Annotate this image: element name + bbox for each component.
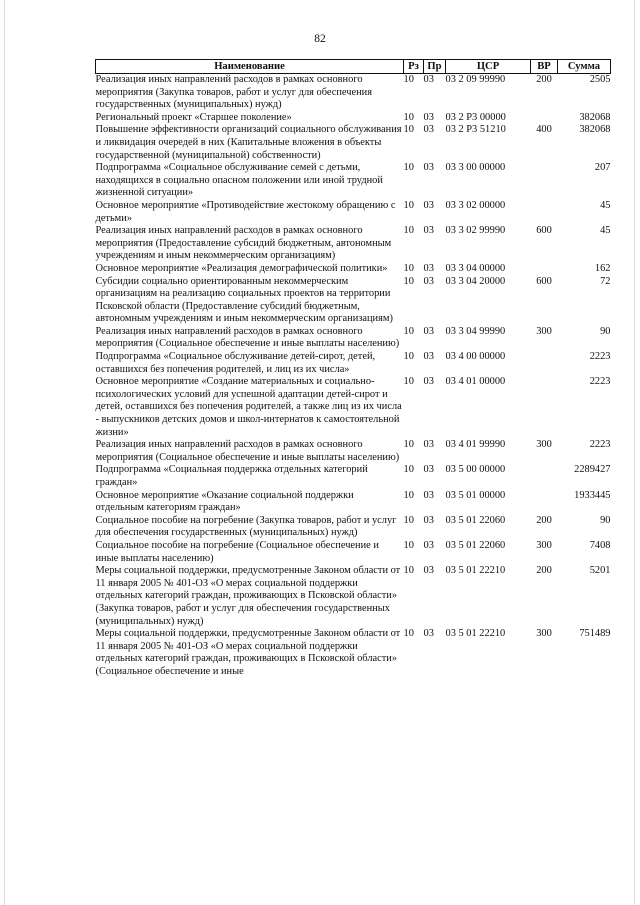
table-row — [96, 74, 611, 112]
cell-pr: 03 — [423, 351, 434, 363]
cell-vr: 200 — [536, 565, 552, 577]
cell-pr: 03 — [423, 539, 434, 551]
cell-vr: 600 — [536, 225, 552, 237]
cell-sum: 162 — [594, 262, 611, 274]
cell-name: Подпрограмма «Социальное обслуживание детей-сирот, детей, оставшихся без попечения родителей, и лиц из их числа» — [95, 351, 376, 375]
cell-csr: 03 5 01 22210 — [445, 565, 506, 577]
table-row — [96, 628, 611, 678]
cell-pr: 03 — [423, 514, 434, 526]
cell-sum: 2223 — [589, 351, 611, 363]
table-row — [96, 225, 611, 263]
table-body — [96, 74, 611, 679]
cell-csr: 03 3 02 99990 — [445, 225, 506, 237]
table-row — [96, 200, 611, 225]
cell-name: Подпрограмма «Социальное обслуживание семей с детьми, находящихся в социально опасном положении или иной трудной жизненной ситуации» — [95, 162, 383, 199]
cell-csr: 03 5 00 00000 — [445, 464, 506, 476]
cell-csr: 03 2 09 99990 — [445, 74, 506, 85]
cell-name: Меры социальной поддержки, предусмотренные Законом области от 11 января 2005 № 401-ОЗ «О мерах социальной поддержки отдельных категорий граждан, проживающих в Псковской области» (Социальное обеспечение и иные — [95, 628, 401, 677]
table-row — [96, 112, 611, 125]
cell-pr: 03 — [423, 628, 434, 640]
cell-sum: 1933445 — [574, 489, 611, 501]
cell-csr: 03 5 01 22060 — [445, 539, 506, 551]
cell-name: Социальное пособие на погребение (Закупка товаров, работ и услуг для обеспечения государственных (муниципальных) нужд) — [95, 514, 397, 539]
cell-rz: 10 — [403, 439, 414, 451]
cell-pr: 03 — [423, 199, 434, 211]
cell-vr: 300 — [536, 539, 552, 551]
cell-csr: 03 2 P3 51210 — [445, 124, 506, 136]
cell-rz: 10 — [403, 199, 414, 211]
cell-name: Меры социальной поддержки, предусмотренные Законом области от 11 января 2005 № 401-ОЗ «О мерах социальной поддержки отдельных категорий граждан, проживающих в Псковской области» (Закупка товаров, работ и услуг для обеспечения государственных (муниципальных) нужд) — [95, 565, 401, 627]
cell-name: Основное мероприятие «Оказание социальной поддержки отдельным категориям граждан» — [95, 489, 354, 514]
cell-pr: 03 — [423, 275, 434, 287]
cell-name: Реализация иных направлений расходов в рамках основного мероприятия (Предоставление субсидий бюджетным, автономным учреждениям и иным некоммерческим организациям) — [95, 225, 392, 262]
cell-vr: 300 — [536, 628, 552, 640]
cell-csr: 03 4 00 00000 — [445, 351, 506, 363]
page-number: 82 — [314, 33, 326, 45]
table-row — [96, 464, 611, 489]
cell-name: Региональный проект «Старшее поколение» — [95, 111, 292, 123]
cell-vr — [531, 351, 558, 376]
cell-vr: 600 — [536, 275, 552, 287]
cell-vr: 400 — [536, 124, 552, 136]
cell-name: Реализация иных направлений расходов в рамках основного мероприятия (Социальное обеспечение и иные выплаты населению) — [95, 439, 400, 463]
cell-name: Реализация иных направлений расходов в рамках основного мероприятия (Закупка товаров, работ и услуг для обеспечения государственных (муниципальных) нужд) — [95, 74, 372, 111]
cell-pr: 03 — [423, 376, 434, 388]
header-csr: ЦСР — [446, 60, 531, 74]
table-header — [96, 60, 611, 74]
cell-name: Реализация иных направлений расходов в рамках основного мероприятия (Социальное обеспечение и иные выплаты населению) — [95, 325, 400, 350]
cell-vr — [531, 464, 558, 489]
cell-sum: 207 — [594, 162, 611, 174]
cell-rz: 10 — [403, 539, 414, 551]
cell-rz: 10 — [403, 376, 414, 388]
cell-name: Основное мероприятие «Реализация демографической политики» — [95, 262, 388, 274]
table-row — [96, 124, 611, 162]
table-row — [96, 276, 611, 326]
cell-vr: 300 — [536, 439, 552, 451]
cell-csr: 03 2 P3 00000 — [445, 111, 506, 123]
header-rz: Рз — [404, 60, 424, 74]
scan-edge-left — [4, 0, 5, 905]
cell-vr — [531, 263, 558, 276]
cell-rz: 10 — [403, 262, 414, 274]
cell-rz: 10 — [403, 565, 414, 577]
cell-vr: 300 — [536, 325, 552, 337]
cell-pr: 03 — [423, 124, 434, 136]
cell-pr: 03 — [423, 225, 434, 237]
cell-pr: 03 — [423, 162, 434, 174]
table-row — [96, 439, 611, 464]
cell-name: Основное мероприятие «Противодействие жестокому обращению с детьми» — [95, 199, 396, 224]
cell-rz: 10 — [403, 325, 414, 337]
cell-rz: 10 — [403, 628, 414, 640]
table-row — [96, 490, 611, 515]
table-row — [96, 162, 611, 200]
cell-rz: 10 — [403, 74, 414, 85]
table-row — [96, 540, 611, 565]
cell-vr — [531, 112, 558, 125]
cell-vr — [531, 376, 558, 439]
cell-pr: 03 — [423, 111, 434, 123]
cell-rz: 10 — [403, 489, 414, 501]
cell-rz: 10 — [403, 275, 414, 287]
cell-rz: 10 — [403, 111, 414, 123]
cell-rz: 10 — [403, 514, 414, 526]
budget-table — [95, 59, 611, 679]
cell-sum: 751489 — [579, 628, 611, 640]
cell-sum: 2289427 — [574, 464, 611, 476]
scan-edge-right — [634, 0, 635, 905]
cell-pr: 03 — [423, 325, 434, 337]
cell-rz: 10 — [403, 351, 414, 363]
cell-vr — [531, 162, 558, 200]
header-pr: Пр — [424, 60, 446, 74]
cell-name: Подпрограмма «Социальная поддержка отдельных категорий граждан» — [95, 464, 368, 488]
header-row — [96, 60, 611, 74]
header-name: Наименование — [96, 60, 404, 74]
cell-sum: 382068 — [579, 111, 611, 123]
table-row — [96, 515, 611, 540]
cell-pr: 03 — [423, 489, 434, 501]
cell-vr — [531, 200, 558, 225]
cell-sum: 7408 — [589, 539, 611, 551]
cell-sum: 90 — [600, 325, 611, 337]
header-vr: ВР — [531, 60, 558, 74]
cell-sum: 5201 — [589, 565, 611, 577]
cell-sum: 2505 — [589, 74, 611, 85]
cell-pr: 03 — [423, 439, 434, 451]
cell-sum: 90 — [600, 514, 611, 526]
cell-vr: 200 — [536, 74, 552, 85]
cell-sum: 45 — [600, 225, 611, 237]
cell-csr: 03 3 02 00000 — [445, 199, 506, 211]
cell-csr: 03 3 04 00000 — [445, 262, 506, 274]
cell-sum: 382068 — [579, 124, 611, 136]
cell-csr: 03 3 04 99990 — [445, 325, 506, 337]
cell-csr: 03 5 01 22210 — [445, 628, 506, 640]
cell-csr: 03 3 04 20000 — [445, 275, 506, 287]
table-row — [96, 376, 611, 439]
cell-csr: 03 4 01 99990 — [445, 439, 506, 451]
cell-csr: 03 3 00 00000 — [445, 162, 506, 174]
cell-pr: 03 — [423, 565, 434, 577]
cell-name: Субсидии социально ориентированным некоммерческим организациям на реализацию социальных проектов на территории Псковской области (Предоставление субсидий бюджетным, автономным учреждениям и иным некоммерческим организациям) — [95, 275, 393, 325]
cell-sum: 45 — [600, 199, 611, 211]
cell-csr: 03 5 01 22060 — [445, 514, 506, 526]
cell-name: Социальное пособие на погребение (Социальное обеспечение и иные выплаты населению) — [95, 539, 379, 564]
header-sum: Сумма — [558, 60, 611, 74]
cell-rz: 10 — [403, 225, 414, 237]
cell-rz: 10 — [403, 464, 414, 476]
cell-name: Основное мероприятие «Создание материальных и социально-психологических условий для успешной адаптации детей-сирот и детей, оставшихся без попечения родителей, а также лиц из их числа - выпускников детских домов и школ-интернатов к самостоятельной жизни» — [95, 376, 402, 438]
cell-rz: 10 — [403, 124, 414, 136]
cell-csr: 03 4 01 00000 — [445, 376, 506, 388]
cell-sum: 72 — [600, 275, 611, 287]
cell-pr: 03 — [423, 74, 434, 85]
table-row — [96, 351, 611, 376]
cell-sum: 2223 — [589, 376, 611, 388]
cell-name: Повышение эффективности организаций социального обслуживания и ликвидация очередей в них (Капитальные вложения в объекты государственной (муниципальной) собственности) — [95, 124, 402, 161]
table-row — [96, 565, 611, 628]
table-row — [96, 326, 611, 351]
cell-pr: 03 — [423, 262, 434, 274]
cell-sum: 2223 — [589, 439, 611, 451]
table-row — [96, 263, 611, 276]
cell-vr — [531, 490, 558, 515]
cell-pr: 03 — [423, 464, 434, 476]
cell-rz: 10 — [403, 162, 414, 174]
cell-csr: 03 5 01 00000 — [445, 489, 506, 501]
cell-vr: 200 — [536, 514, 552, 526]
